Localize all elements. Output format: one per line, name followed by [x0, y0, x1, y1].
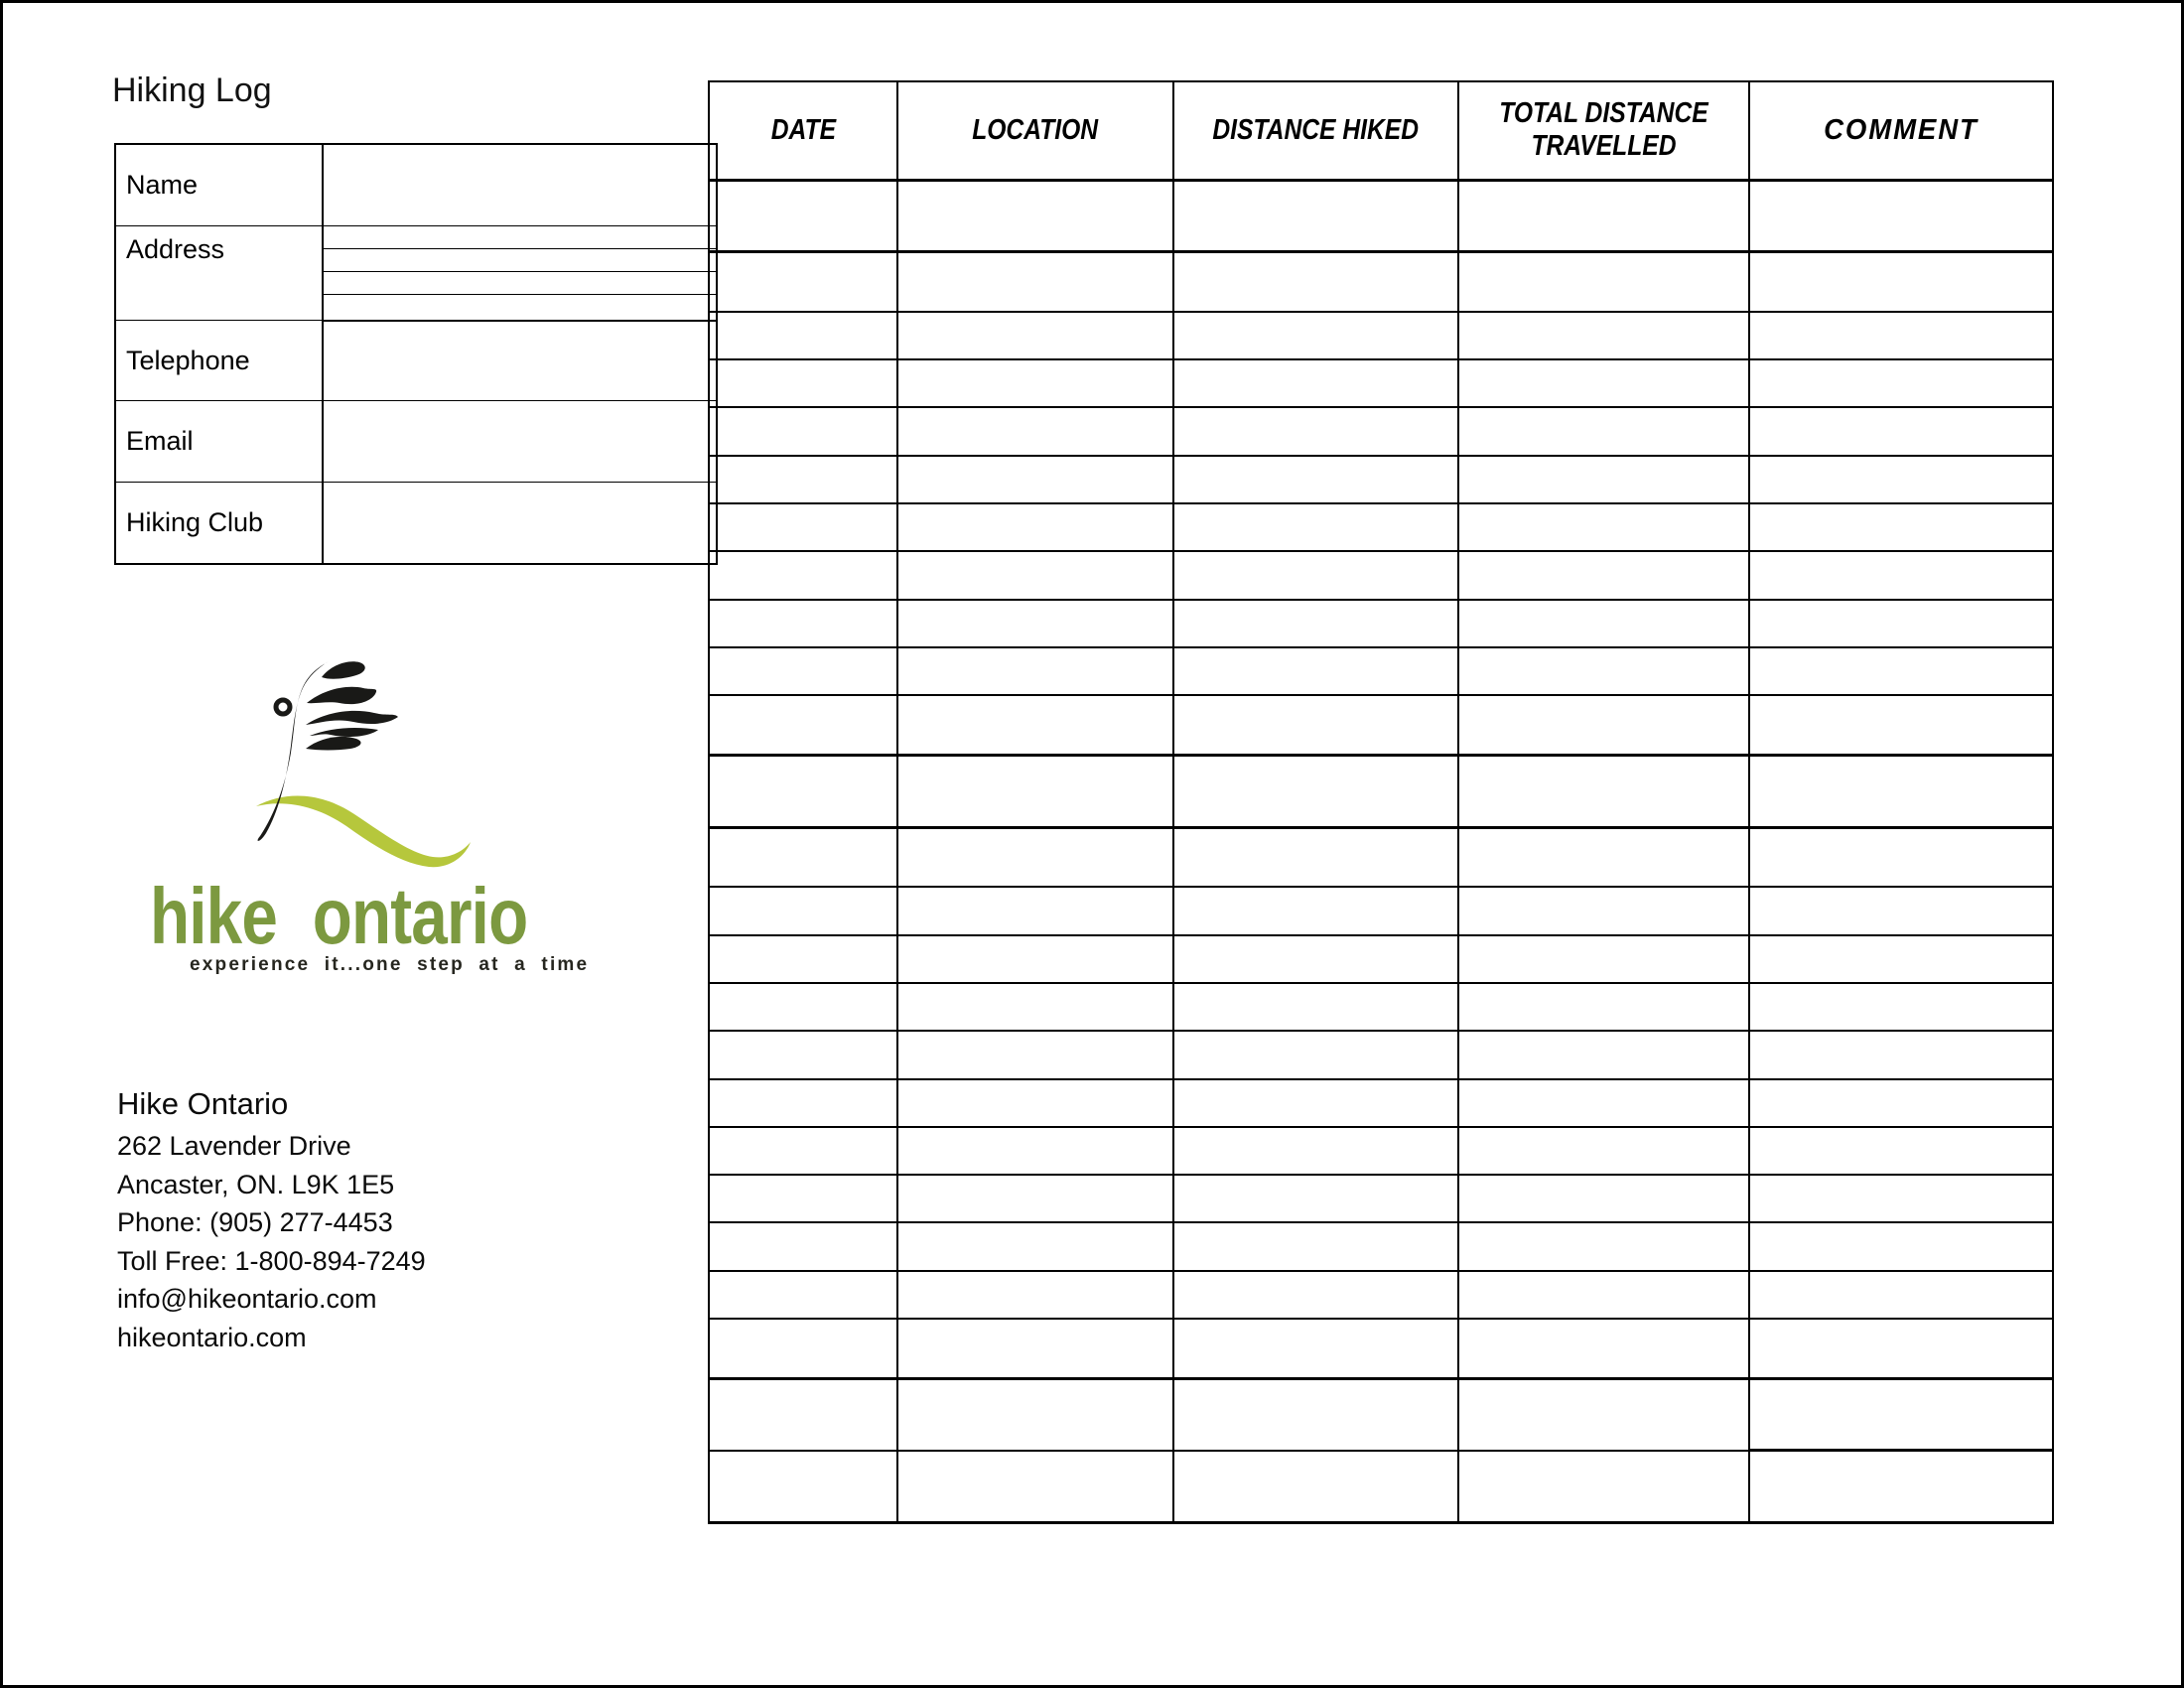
log-cell-distance-hiked [1173, 827, 1458, 887]
log-row [709, 647, 2053, 695]
log-cell-comment [1749, 251, 2053, 311]
col-header-location: LOCATION [897, 81, 1173, 180]
log-row [709, 695, 2053, 755]
log-cell-location [897, 695, 1173, 755]
log-cell-location [897, 827, 1173, 887]
log-cell-total-distance [1458, 1127, 1749, 1175]
log-row [709, 1378, 2053, 1450]
log-cell-date [709, 1451, 897, 1523]
name-label: Name [115, 144, 323, 226]
log-cell-date [709, 600, 897, 647]
log-cell-comment [1749, 1127, 2053, 1175]
log-cell-location [897, 983, 1173, 1031]
log-cell-location [897, 1319, 1173, 1378]
log-cell-distance-hiked [1173, 456, 1458, 503]
log-cell-location [897, 647, 1173, 695]
log-cell-location [897, 935, 1173, 983]
log-cell-distance-hiked [1173, 1271, 1458, 1319]
log-cell-total-distance [1458, 551, 1749, 599]
log-cell-comment [1749, 180, 2053, 251]
log-cell-date [709, 647, 897, 695]
log-cell-date [709, 180, 897, 251]
contact-toll-free: Toll Free: 1-800-894-7249 [117, 1245, 426, 1276]
log-row [709, 756, 2053, 827]
hike-ontario-wordmark: hike ontario [150, 872, 528, 960]
log-cell-comment [1749, 407, 2053, 455]
log-cell-total-distance [1458, 600, 1749, 647]
log-cell-date [709, 551, 897, 599]
log-cell-comment [1749, 1271, 2053, 1319]
log-cell-total-distance [1458, 887, 1749, 934]
log-cell-distance-hiked [1173, 1319, 1458, 1378]
log-cell-comment [1749, 983, 2053, 1031]
log-cell-location [897, 1031, 1173, 1078]
log-row [709, 1451, 2053, 1523]
log-cell-comment [1749, 695, 2053, 755]
log-cell-comment [1749, 312, 2053, 359]
log-cell-distance-hiked [1173, 551, 1458, 599]
log-cell-distance-hiked [1173, 695, 1458, 755]
telephone-label: Telephone [115, 321, 323, 401]
log-row [709, 935, 2053, 983]
log-cell-date [709, 1378, 897, 1450]
col-header-date: DATE [709, 81, 897, 180]
log-cell-date [709, 1127, 897, 1175]
log-cell-distance-hiked [1173, 935, 1458, 983]
log-cell-distance-hiked [1173, 600, 1458, 647]
log-row [709, 180, 2053, 251]
log-cell-distance-hiked [1173, 1222, 1458, 1270]
address-field-line3 [323, 272, 717, 295]
log-cell-date [709, 1319, 897, 1378]
log-cell-distance-hiked [1173, 887, 1458, 934]
log-row [709, 1079, 2053, 1127]
log-cell-comment [1749, 503, 2053, 551]
log-cell-distance-hiked [1173, 407, 1458, 455]
log-cell-total-distance [1458, 1222, 1749, 1270]
log-cell-distance-hiked [1173, 1175, 1458, 1222]
log-cell-comment [1749, 935, 2053, 983]
log-cell-location [897, 1271, 1173, 1319]
log-row [709, 983, 2053, 1031]
log-cell-comment [1749, 827, 2053, 887]
form-row-email [115, 401, 717, 482]
log-cell-date [709, 456, 897, 503]
log-cell-location [897, 551, 1173, 599]
log-cell-date [709, 407, 897, 455]
log-cell-total-distance [1458, 1031, 1749, 1078]
log-cell-location [897, 180, 1173, 251]
log-cell-location [897, 503, 1173, 551]
hike-ontario-logo-icon [236, 617, 484, 880]
log-cell-distance-hiked [1173, 983, 1458, 1031]
log-cell-total-distance [1458, 180, 1749, 251]
log-cell-location [897, 1175, 1173, 1222]
log-cell-distance-hiked [1173, 359, 1458, 407]
log-cell-total-distance [1458, 827, 1749, 887]
log-cell-comment [1749, 647, 2053, 695]
log-cell-date [709, 983, 897, 1031]
log-cell-comment [1749, 600, 2053, 647]
log-row [709, 251, 2053, 311]
hiking-log-table [708, 80, 2054, 1524]
address-label: Address [115, 226, 323, 321]
log-table-header-row [709, 81, 2053, 180]
log-cell-total-distance [1458, 1378, 1749, 1450]
log-cell-total-distance [1458, 935, 1749, 983]
col-header-distance-hiked: DISTANCE HIKED [1173, 81, 1458, 180]
log-cell-location [897, 1127, 1173, 1175]
log-cell-location [897, 407, 1173, 455]
log-cell-total-distance [1458, 1271, 1749, 1319]
member-info-form [114, 143, 718, 565]
log-cell-total-distance [1458, 983, 1749, 1031]
contact-street: 262 Lavender Drive [117, 1131, 351, 1161]
log-cell-location [897, 887, 1173, 934]
log-cell-location [897, 456, 1173, 503]
log-cell-comment [1749, 1319, 2053, 1378]
log-row [709, 407, 2053, 455]
telephone-field [323, 321, 717, 401]
log-cell-comment [1749, 1079, 2053, 1127]
log-cell-comment [1749, 1222, 2053, 1270]
log-cell-date [709, 1079, 897, 1127]
contact-website: hikeontario.com [117, 1322, 307, 1352]
log-row [709, 359, 2053, 407]
col-header-total-distance: TOTAL DISTANCE TRAVELLED [1458, 81, 1749, 180]
log-cell-comment [1749, 1451, 2053, 1523]
log-row [709, 1271, 2053, 1319]
log-cell-distance-hiked [1173, 503, 1458, 551]
log-cell-total-distance [1458, 359, 1749, 407]
log-cell-location [897, 1222, 1173, 1270]
log-cell-distance-hiked [1173, 1031, 1458, 1078]
log-cell-total-distance [1458, 503, 1749, 551]
log-cell-date [709, 935, 897, 983]
log-cell-distance-hiked [1173, 647, 1458, 695]
log-cell-date [709, 695, 897, 755]
log-row [709, 503, 2053, 551]
form-row-telephone [115, 321, 717, 401]
address-field-line4 [323, 295, 717, 321]
log-cell-total-distance [1458, 1175, 1749, 1222]
log-cell-total-distance [1458, 647, 1749, 695]
contact-org-name: Hike Ontario [117, 1086, 289, 1121]
address-field-line1 [323, 226, 717, 249]
email-field [323, 401, 717, 482]
log-cell-date [709, 503, 897, 551]
page-title: Hiking Log [112, 71, 272, 109]
name-field [323, 144, 717, 226]
log-cell-distance-hiked [1173, 1451, 1458, 1523]
log-cell-distance-hiked [1173, 251, 1458, 311]
log-cell-total-distance [1458, 1079, 1749, 1127]
contact-block [117, 1081, 426, 1356]
log-row [709, 600, 2053, 647]
log-cell-distance-hiked [1173, 312, 1458, 359]
log-cell-distance-hiked [1173, 180, 1458, 251]
contact-phone: Phone: (905) 277-4453 [117, 1207, 393, 1237]
log-cell-date [709, 251, 897, 311]
log-cell-comment [1749, 1175, 2053, 1222]
log-cell-location [897, 359, 1173, 407]
log-row [709, 827, 2053, 887]
log-row [709, 1222, 2053, 1270]
log-row [709, 1127, 2053, 1175]
log-cell-date [709, 1175, 897, 1222]
log-cell-total-distance [1458, 1451, 1749, 1523]
form-row-name [115, 144, 717, 226]
log-cell-location [897, 756, 1173, 827]
log-cell-comment [1749, 756, 2053, 827]
log-cell-date [709, 1271, 897, 1319]
log-row [709, 1319, 2053, 1378]
address-field-line2 [323, 249, 717, 272]
log-cell-location [897, 1451, 1173, 1523]
log-cell-total-distance [1458, 695, 1749, 755]
log-cell-comment [1749, 887, 2053, 934]
log-row [709, 1175, 2053, 1222]
log-cell-date [709, 312, 897, 359]
log-cell-comment [1749, 456, 2053, 503]
log-cell-total-distance [1458, 456, 1749, 503]
log-cell-comment [1749, 359, 2053, 407]
log-cell-distance-hiked [1173, 1378, 1458, 1450]
col-header-comment: COMMENT [1749, 81, 2053, 180]
log-cell-date [709, 827, 897, 887]
log-cell-total-distance [1458, 251, 1749, 311]
log-cell-distance-hiked [1173, 1079, 1458, 1127]
log-cell-location [897, 600, 1173, 647]
hiking-club-label: Hiking Club [115, 482, 323, 564]
log-row [709, 456, 2053, 503]
log-row [709, 312, 2053, 359]
logo-tagline: experience it...one step at a time [190, 954, 590, 975]
log-row [709, 551, 2053, 599]
log-cell-total-distance [1458, 1319, 1749, 1378]
log-row [709, 887, 2053, 934]
log-cell-date [709, 359, 897, 407]
log-cell-total-distance [1458, 756, 1749, 827]
log-cell-comment [1749, 551, 2053, 599]
form-row-hiking-club [115, 482, 717, 564]
log-cell-total-distance [1458, 407, 1749, 455]
log-cell-location [897, 251, 1173, 311]
log-cell-comment [1749, 1378, 2053, 1450]
contact-city: Ancaster, ON. L9K 1E5 [117, 1169, 395, 1199]
email-label: Email [115, 401, 323, 482]
log-cell-distance-hiked [1173, 756, 1458, 827]
log-cell-comment [1749, 1031, 2053, 1078]
log-row [709, 1031, 2053, 1078]
contact-email: info@hikeontario.com [117, 1284, 377, 1314]
log-cell-date [709, 887, 897, 934]
log-cell-date [709, 756, 897, 827]
log-cell-location [897, 312, 1173, 359]
log-cell-location [897, 1378, 1173, 1450]
form-row-address [115, 226, 717, 249]
log-cell-location [897, 1079, 1173, 1127]
log-cell-total-distance [1458, 312, 1749, 359]
hiking-club-field [323, 482, 717, 564]
log-cell-date [709, 1031, 897, 1078]
log-cell-distance-hiked [1173, 1127, 1458, 1175]
log-cell-date [709, 1222, 897, 1270]
